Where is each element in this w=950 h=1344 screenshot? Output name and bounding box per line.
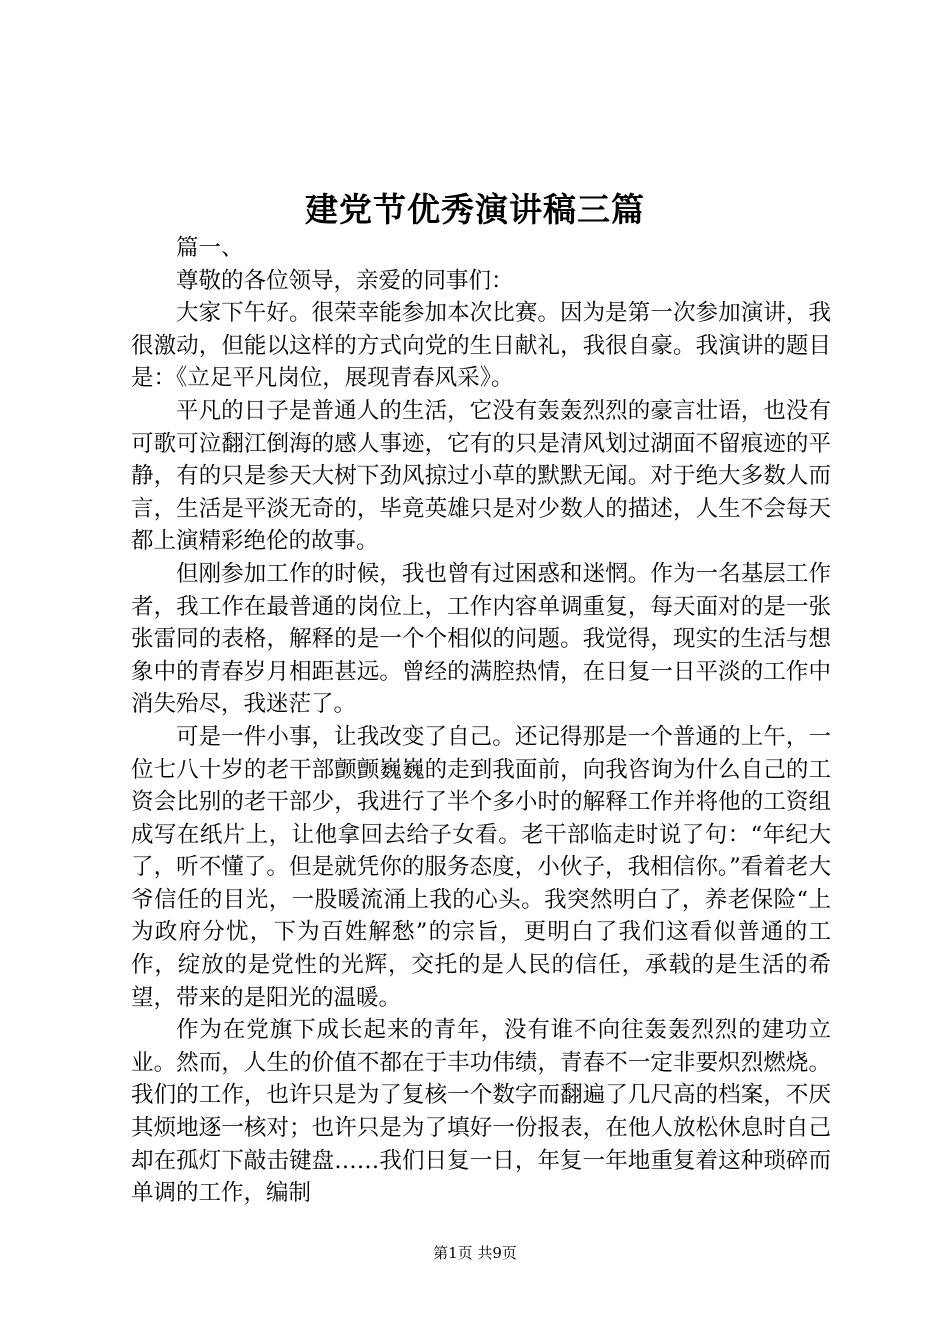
- document-title: 建党节优秀演讲稿三篇: [305, 190, 645, 229]
- paragraph: 但刚参加工作的时候，我也曾有过困惑和迷惘。作为一名基层工作者，我工作在最普通的岗位上，工作内容单调重复，每天面对的是一张张雷同的表格，解释的是一个个相似的问题。我觉得，现实的生活与想象中的青春岁月相距甚远。曾经的满腔热情，在日复一日平淡的工作中消失殆尽，我迷茫了。: [131, 560, 831, 718]
- section-heading: 篇一、: [176, 235, 244, 261]
- page-number-footer: 第1页 共9页: [433, 1244, 517, 1262]
- paragraph: 大家下午好。很荣幸能参加本次比赛。因为是第一次参加演讲，我很激动，但能以这样的方式向党的生日献礼，我很自豪。我演讲的题目是：《立足平凡岗位，展现青春风采》。: [131, 300, 831, 392]
- document-body: [131, 232, 831, 1210]
- paragraph: 作为在党旗下成长起来的青年，没有谁不向往轰轰烈烈的建功立业。然而，人生的价值不都在于丰功伟绩，青春不一定非要炽烈燃烧。我们的工作，也许只是为了复核一个数字而翻遍了几尺高的档案，不厌其烦地逐一核对；也许只是为了填好一份报表，在他人放松休息时自己却在孤灯下敲击键盘……我们日复一日，年复一年地重复着这种琐碎而单调的工作，编制: [131, 1017, 831, 1207]
- salutation: 尊敬的各位领导，亲爱的同事们：: [176, 267, 514, 294]
- paragraph: 可是一件小事，让我改变了自己。还记得那是一个普通的上午，一位七八十岁的老干部颤颤巍巍的走到我面前，向我咨询为什么自己的工资会比别的老干部少，我进行了半个多小时的解释工作并将他的工资组成写在纸片上，让他拿回去给子女看。老干部临走时说了句：“年纪大了，听不懂了。但是就凭你的服务态度，小伙子，我相信你。”看着老大爷信任的目光，一股暖流涌上我的心头。我突然明白了，养老保险“上为政府分忧，下为百姓解愁”的宗旨，更明白了我们这看似普通的工作，绽放的是党性的光辉，交托的是人民的信任，承载的是生活的希望，带来的是阳光的温暖。: [131, 723, 831, 1011]
- paragraph: 平凡的日子是普通人的生活，它没有轰轰烈烈的豪言壮语，也没有可歌可泣翻江倒海的感人事迹，它有的只是清风划过湖面不留痕迹的平静，有的只是参天大树下劲风掠过小草的默默无闻。对于绝大多数人而言，生活是平淡无奇的，毕竟英雄只是对少数人的描述，人生不会每天都上演精彩绝伦的故事。: [131, 397, 831, 555]
